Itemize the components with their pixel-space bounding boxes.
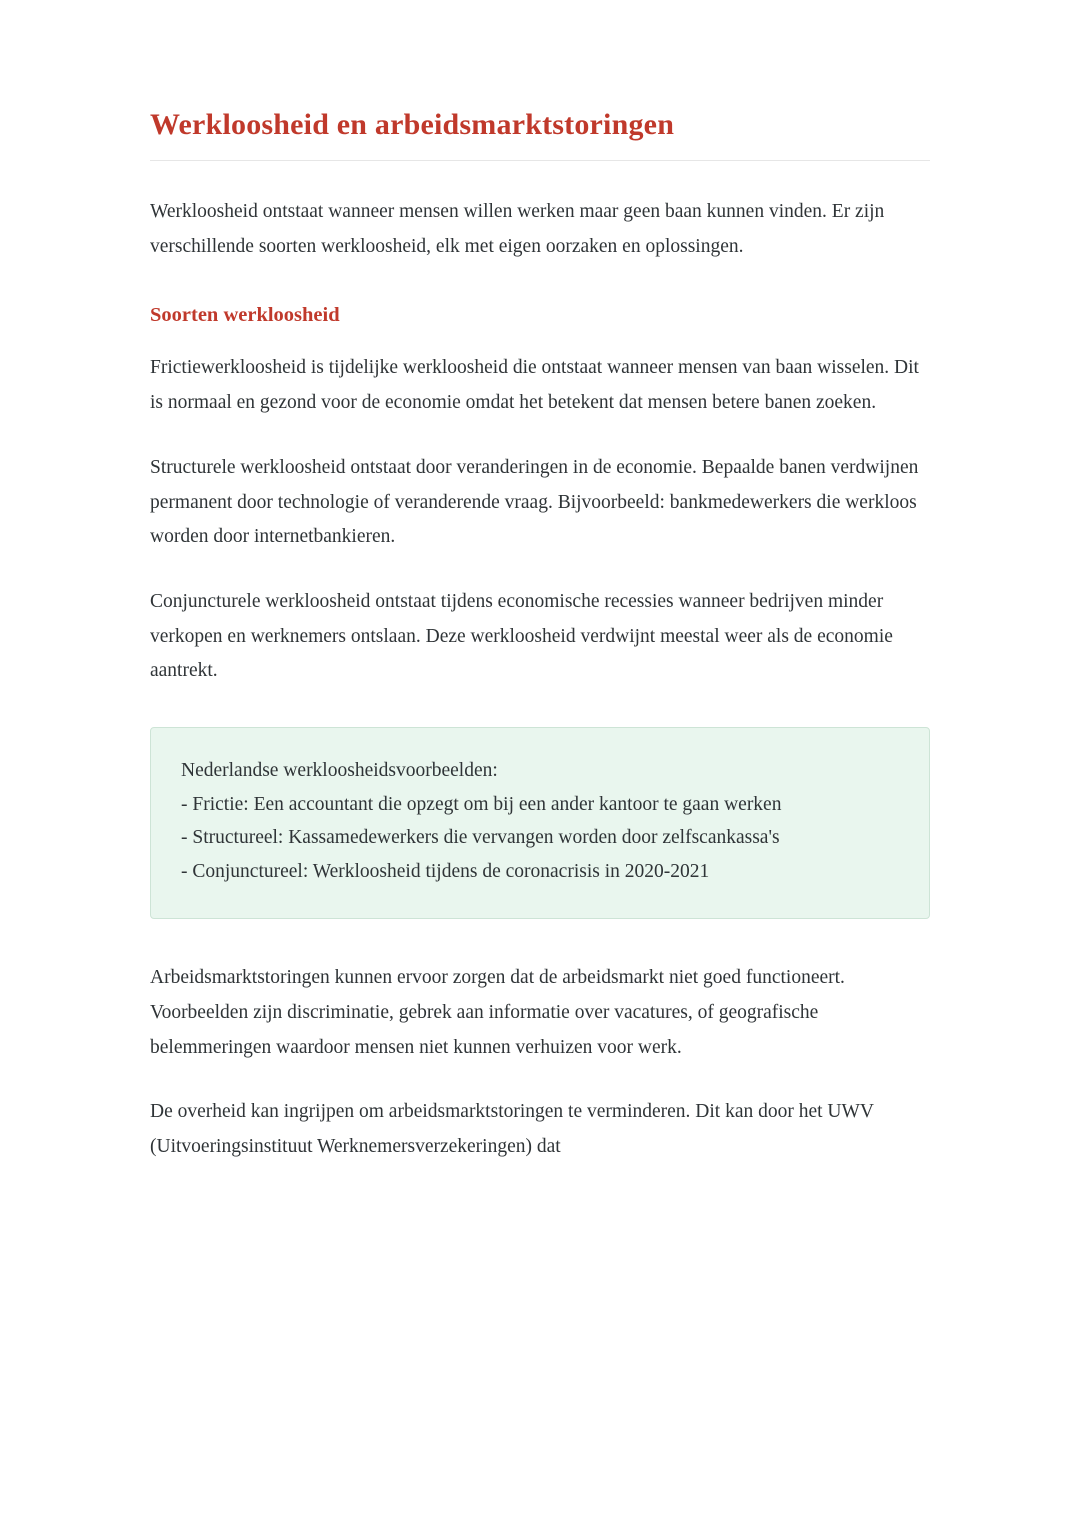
example-box-line-frictie: - Frictie: Een accountant die opzegt om bij een ander kantoor te gaan werken: [181, 793, 782, 815]
paragraph-structurele-werkloosheid: Structurele werkloosheid ontstaat door veranderingen in de economie. Bepaalde banen verdwijnen permanent door technologie of veranderende vraag. Bijvoorbeeld: bankmedewerkers die werkloos worden door internetbankieren.: [150, 456, 919, 548]
example-box-title-line: Nederlandse werkloosheidsvoorbeelden:: [181, 760, 498, 782]
example-box-line-conjunctureel: - Conjunctureel: Werkloosheid tijdens de coronacrisis in 2020-2021: [181, 860, 710, 882]
title-divider: [150, 160, 930, 161]
paragraph-overheid-uwv: De overheid kan ingrijpen om arbeidsmarktstoringen te verminderen. Dit kan door het UWV (Uitvoeringsinstituut Werknemersverzekeringen) dat: [150, 1101, 874, 1157]
section-heading-soorten-werkloosheid: Soorten werkloosheid: [150, 304, 340, 327]
paragraph-frictiewerkloosheid: Frictiewerkloosheid is tijdelijke werkloosheid die ontstaat wanneer mensen van baan wisselen. Dit is normaal en gezond voor de economie omdat het betekent dat mensen betere banen zoeken.: [150, 357, 919, 414]
example-box-line-structureel: - Structureel: Kassamedewerkers die vervangen worden door zelfscankassa's: [181, 827, 780, 849]
document-page: [150, 0, 930, 1165]
paragraph-arbeidsmarktstoringen: Arbeidsmarktstoringen kunnen ervoor zorgen dat de arbeidsmarkt niet goed functioneert. Voorbeelden zijn discriminatie, gebrek aan informatie over vacatures, of geografische belemmeringen waardoor mensen niet kunnen verhuizen voor werk.: [150, 967, 845, 1058]
paragraph-conjuncturele-werkloosheid: Conjuncturele werkloosheid ontstaat tijdens economische recessies wanneer bedrijven minder verkopen en werknemers ontslaan. Deze werkloosheid verdwijnt meestal weer als de economie aantrekt.: [150, 590, 893, 682]
page-title: Werkloosheid en arbeidsmarktstoringen: [150, 108, 675, 141]
intro-paragraph: Werkloosheid ontstaat wanneer mensen willen werken maar geen baan kunnen vinden. Er zijn verschillende soorten werkloosheid, elk met eigen oorzaken en oplossingen.: [150, 201, 885, 257]
example-box: [150, 727, 930, 919]
